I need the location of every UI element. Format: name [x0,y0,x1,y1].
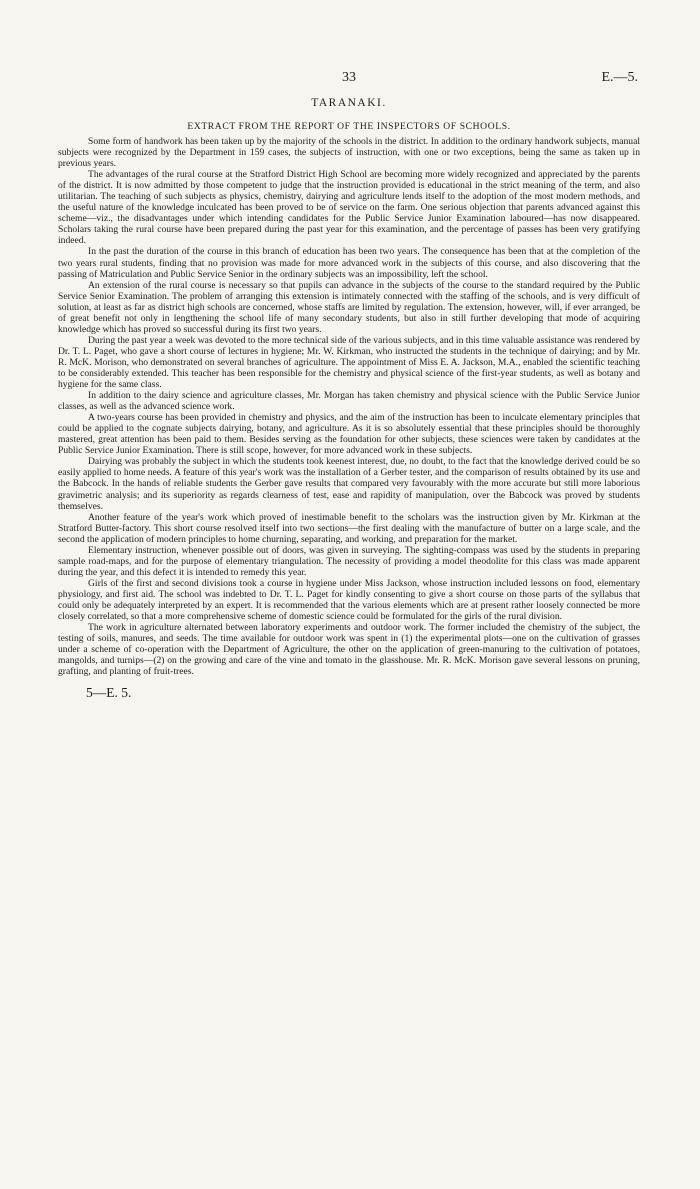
paragraph: In addition to the dairy science and agriculture classes, Mr. Morgan has taken chemistry and physical science with the Public Service Junior classes, as well as the advanced science work. [58,390,640,413]
paragraph: The advantages of the rural course at the Stratford District High School are becoming more widely recognized and appreciated by the parents of the district. It is now admitted by those competent to judge that the instruction provided is educational in the strict meaning of the term, and also utilitarian. The teaching of such subjects as physics, chemistry, dairying and agriculture lends itself to the adoption of the most modern methods, and the useful nature of the knowledge inculcated has been proved to be of service on the farm. One serious objection that parents advanced against this scheme—viz., the disadvantages under which intending candidates for the Public Service Junior Examination laboured—has now disappeared. Scholars taking the rural course have been prepared during the past year for this examination, and the percentage of passes has been very gratifying indeed. [58,169,640,247]
page-footer-signature: 5—E. 5. [86,685,132,701]
paragraph: Dairying was probably the subject in which the students took keenest interest, due, no doubt, to the fact that the knowledge derived could be so easily applied to home needs. A feature of this year's work was the installation of a Gerber tester, and the comparison of results obtained by its use and the Babcock. In the hands of reliable students the Gerber gave results that compared very favourably with the more accurate but still more laborious gravimetric analysis; and its superiority as regards clearness of test, ease and rapidity of manipulation, over the Babcock was proved by students themselves. [58,456,640,512]
paragraph: The work in agriculture alternated between laboratory experiments and outdoor work. The former included the chemistry of the subject, the testing of soils, manures, and seeds. The time available for outdoor work was spent in (1) the experimental plots—one on the cultivation of grasses under a scheme of co-operation with the Department of Agriculture, the other on the application of green-manuring to the cultivation of potatoes, mangolds, and turnips—(2) on the growing and care of the vine and tomato in the glasshouse. Mr. R. McK. Morison gave several lessons on pruning, grafting, and planting of fruit-trees. [58,622,640,678]
document-page [58,70,640,701]
section-title: TARANAKI. [311,97,387,109]
paragraph: An extension of the rural course is necessary so that pupils can advance in the subjects of the course to the standard required by the Public Service Senior Examination. The problem of arranging this extension is intimately connected with the staffing of the schools, and is very difficult of solution, at least as far as district high schools are concerned, whose staffs are limited by regulation. The extension, however, will, if ever arranged, be of great benefit not only in lengthening the school life of many secondary students, but also in still further developing that mode of acquiring knowledge which has proved so successful during its first two years. [58,279,640,335]
paragraph: In the past the duration of the course in this branch of education has been two years. The consequence has been that at the completion of the two years rural students, finding that no provision was made for more advanced work in the subjects of this course, and also discovering that the passing of Matriculation and Public Service Senior in the ordinary subjects was an impossibility, left the school. [58,246,640,280]
report-body [58,136,640,677]
page-header [58,70,640,92]
paragraph: Girls of the first and second divisions took a course in hygiene under Miss Jackson, whose instruction included lessons on food, elementary physiology, and first aid. The school was indebted to Dr. T. L. Paget for kindly consenting to give a short course on those parts of the syllabus that could only be adequately interpreted by an expert. It is recommended that the various elements which are at present rather loosely connected be more closely correlated, so that a more comprehensive scheme of domestic science could be formulated for the girls of the rural division. [58,577,640,623]
page-number: 33 [342,70,356,85]
document-reference: E.—5. [601,70,638,85]
paragraph: Another feature of the year's work which proved of inestimable benefit to the scholars was the instruction given by Mr. Kirkman at the Stratford Butter-factory. This short course resolved itself into two sections—the first dealing with the manufacture of butter on a large scale, and the second the application of modern principles to home churning, separating, and working, and preparation for the market. [58,511,640,545]
section-subtitle: EXTRACT FROM THE REPORT OF THE INSPECTORS OF SCHOOLS. [187,121,511,132]
paragraph: Some form of handwork has been taken up by the majority of the schools in the district. In addition to the ordinary handwork subjects, manual subjects were recognized by the Department in 159 cases, the subjects of instruction, with one or two exceptions, being the same as taken up in previous years. [58,136,640,170]
paragraph: During the past year a week was devoted to the more technical side of the various subjects, and in this time valuable assistance was rendered by Dr. T. L. Paget, who gave a short course of lectures in hygiene; Mr. W. Kirkman, who instructed the students in the technique of dairying; and by Mr. R. McK. Morison, who demonstrated on several branches of agriculture. The appointment of Miss E. A. Jackson, M.A., enabled the scientific teaching to be considerably extended. This teacher has been responsible for the chemistry and physical science of the first-year students, as well as botany and hygiene for the same class. [58,334,640,391]
paragraph: A two-years course has been provided in chemistry and physics, and the aim of the instruction has been to inculcate elementary principles that could be applied to the cognate subjects dairying, botany, and agriculture. As it is so absolutely essential that these principles should be thoroughly mastered, great attention has been paid to them. Besides serving as the foundation for other subjects, these sciences were taken by candidates at the Public Service Junior Examination. There is still scope, however, for more advanced work in these subjects. [58,412,640,457]
paragraph: Elementary instruction, whenever possible out of doors, was given in surveying. The sighting-compass was used by the students in preparing sample road-maps, and for the purpose of elementary triangulation. The necessity of providing a model theodolite for this class was made apparent during the year, and this defect it is intended to remedy this year. [58,544,640,578]
